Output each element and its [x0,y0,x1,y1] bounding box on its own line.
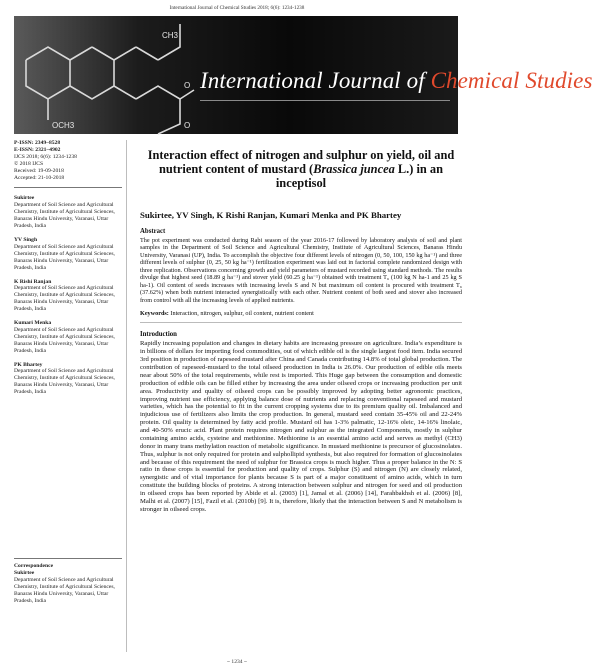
issn-meta [14,140,122,181]
sidebar-author-name: Sukirtee [14,195,35,202]
oxygen-label-2: O [184,121,191,130]
keywords-label: Keywords: [140,310,169,318]
sidebar-author-affiliation: Department of Soil Science and Agricultural Chemistry, Institute of Agricultural Sciences, Banaras Hindu University, Varanasi, Uttar Pradesh, India [14,202,115,230]
keywords [140,310,462,317]
sidebar-author-affiliation: Department of Soil Science and Agricultural Chemistry, Institute of Agricultural Sciences, Banaras Hindu University, Varanasi, Uttar Pradesh, India [14,285,115,313]
introduction-heading: Introduction [140,331,177,339]
keywords-list: Interaction, nitrogen, sulphur, oil content, nutrient content [168,310,314,318]
title-part-1: Interaction effect of nitrogen and sulphur on yield, oil and nutrient content of mustard ( [147,148,455,176]
accepted-date: Accepted: 21-10-2018 [14,174,65,181]
author-affiliation-block [14,195,122,230]
abstract-heading: Abstract [140,228,166,235]
title-part-2: L.) in an inceptisol [275,162,443,190]
sidebar-author-affiliation: Department of Soil Science and Agricultural Chemistry, Institute of Agricultural Sciences, Banaras Hindu University, Varanasi, Uttar Pradesh, India [14,326,115,354]
author-list: Sukirtee, YV Singh, K Rishi Ranjan, Kumari Menka and PK Bhartey [140,210,402,220]
page-number: ~ 1234 ~ [226,659,248,665]
sidebar-author-affiliation: Department of Soil Science and Agricultural Chemistry, Institute of Agricultural Sciences, Banaras Hindu University, Varanasi, Uttar Pradesh, India [14,243,115,271]
journal-citation-line: International Journal of Chemical Studies 2018; 6(6): 1234-1238 [169,5,305,11]
e-issn: E-ISSN: 2321–4902 [14,146,61,153]
author-affiliation-block [14,320,122,355]
banner-underline [200,100,450,101]
article-body [140,140,462,514]
introduction-text: Rapidly increasing population and changes in dietary habits are increasing pressure on agriculture. India’s expenditure is in billions of dollars for importing food commodities, out of which edible oil is the single largest food item. India secured 3rd position in production of rapeseed mustard after China and Canada contributing 14.8% of total global production. The contribution of rapeseed-mustard to the total oilseed production in India is 26.0%. Our production of edible oils meets near about 50% of the total requirements, while rest is imported. This Huge gap between the consumption and domestic production of edible oils can be filled either by increasing the area under oilseed crops or increasing production per unit area. Productivity and quality of oilseed crops can be possibly improved by adopting better agronomic practices, improving nutrient use efficiency, applying balance dose of nutrients and replacing conventional rapeseed and mustard varieties, which has the potential to fit in the current cropping systems due to its premium quality oil. Imbalanced and injudicious use of fertilizers also limits the crop production. In general, mustard seed contain 35-45% oil and 22-24% protein. Oil quality is determined by fatty acid profile. Mustard oil has 1-3% palmatic, 12-16% oleic, 14-16% linolaic, and 40-50% erucic acid. Plant protein requires nitrogen and sulphur as the integrated Components, mostly in sulphur containing amino acids, cysteine and methionine. Methionine is an essential amino acid and serves as methyl (CH3) donor in many trans methylation reaction of metabolic significance. In mustard methionine is precursor of glucosinolates. Thus, sulphur is not only required for protein and sulphollipid synthesis, but also required for formation of glucosinolates and because of this requirement the need of sulphur for Brassica crops is much higher. Thus a proper balance in the N: S ratio in these crops is essential for production and quality of crops. Sulphur (S) and nitrogen (N) are closely related, synergistic and of vital importance for plants because S is part of a major constituent of amino acids, which in turn constitute the building blocks of proteins. A strong interaction between sulphur and nitrogen for seed and oil production in oilseed crops has been reported by Abide et al. (2003) [1], Jamal et al. (2006) [14], Farahbakhsh et al. (2006) [8], Malhi et al. (2007) [15], Fazil et al. (2010b) [9]. It is, therefore, likely that the interaction between S and N metabolism is stronger in oilseed crops. [140,340,462,513]
author-affiliation-block [14,279,122,314]
ch3-label: CH3 [162,31,179,40]
abstract-text: The pot experiment was conducted during Rabi season of the year 2016-17 followed by laboratory analysis of soil and plant samples in the Department of Soil Science and Agricultural Chemistry, Institute of Agricultural Sciences, Banaras Hindu University, Varanasi (UP), India. To accomplish the objective four different levels of nitrogen (0, 50, 100, 150 kg ha⁻¹) and three different levels of sulphur (0, 25, 50 kg ha⁻¹) fertilization experiment was laid out in factorial complete randomized design with three replication. Observations concerning growth and yield parameters of mustard recorded using standard methods. The results divulge that highest seed (18.89 g ha⁻¹) and stover yield (60.25 g ha⁻¹) obtained with treatment T₆ (100 kg N ha-1 and 25 kg S ha-1). Oil content of seeds increases with increasing levels S and N but maximum oil content is procured with treatment T₆ (37.62%) when both nutrient interacted synergistically with each other. Nutrient content of both seed and stover also increased from control with all the increasing levels of applied nutrients. [140,237,462,304]
author-affiliation-block [14,237,122,272]
ijcs-volume: IJCS 2018; 6(6): 1234-1238 [14,153,77,160]
sidebar-author-name: K Rishi Ranjan [14,278,52,285]
received-date: Received: 19-09-2018 [14,167,64,174]
sidebar-separator [14,187,122,188]
copyright: © 2018 IJCS [14,160,44,167]
correspondence-affiliation: Department of Soil Science and Agricultural Chemistry, Institute of Agricultural Sciences, Banaras Hindu University, Varanasi, Uttar Pradesh, India [14,576,115,604]
journal-name [200,68,593,94]
column-divider [126,140,127,652]
p-issn: P-ISSN: 2349–8528 [14,140,61,146]
article-title [140,148,462,190]
correspondence-name: Sukirtee [14,569,35,576]
journal-name-accent: Chemical Studies [430,68,593,93]
sidebar-author-name: Kumari Menka [14,320,52,327]
correspondence-block [14,558,122,604]
correspondence-heading: Correspondence [14,558,122,570]
journal-name-prefix: International Journal of [200,68,431,93]
sidebar-author-affiliation: Department of Soil Science and Agricultural Chemistry, Institute of Agricultural Sciences, Banaras Hindu University, Varanasi, Uttar Pradesh, India [14,368,115,396]
journal-banner [14,16,593,134]
author-affiliation-block [14,362,122,397]
och3-label: OCH3 [52,121,75,130]
sidebar-author-name: PK Bhartey [14,361,43,368]
title-species: Brassica juncea [313,162,395,176]
keywords-rule [140,322,462,323]
sidebar-author-name: YV Singh [14,236,38,243]
sidebar [14,140,122,396]
oxygen-label-1: O [184,81,191,90]
